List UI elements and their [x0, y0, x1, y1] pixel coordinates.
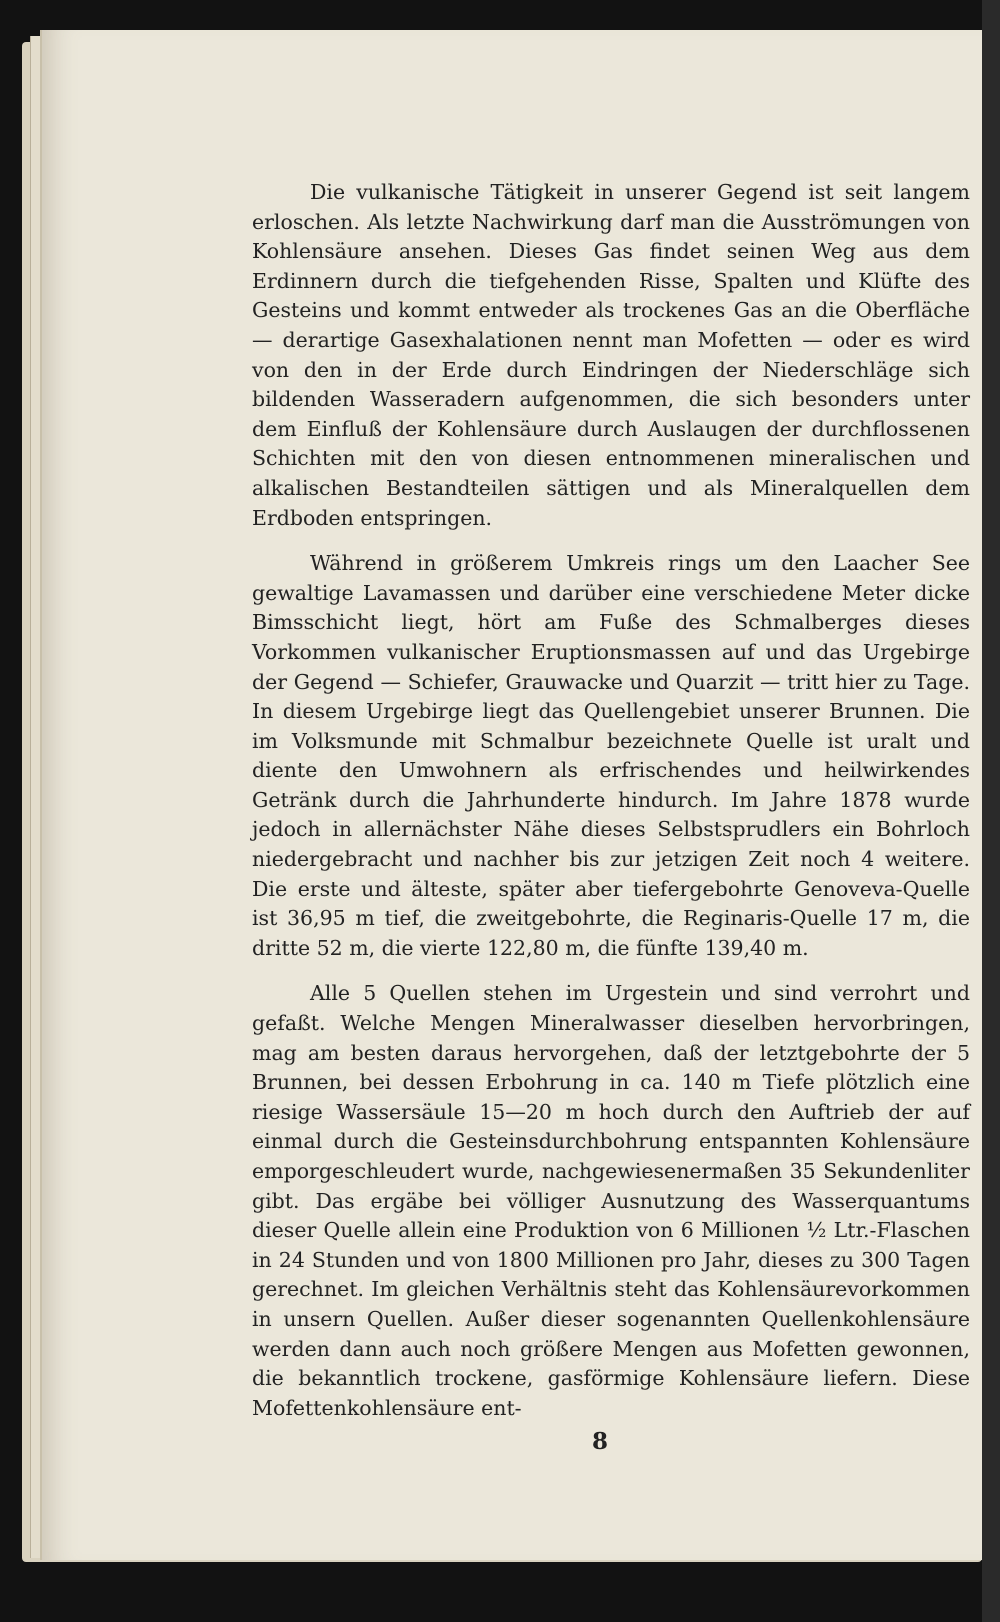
paragraph: Die vulkanische Tätigkeit in unserer Gegend ist seit langem erloschen. Als letzte Nachwirkung darf man die Ausströmungen von Kohlensäure ansehen. Dieses Gas findet seinen Weg aus dem Erdinnern durch die tiefgehenden Risse, Spalten und Klüfte des Gesteins und kommt entweder als trockenes Gas an die Oberfläche — derartige Gasexhalationen nennt man Mofetten — oder es wird von den in der Erde durch Eindringen der Niederschläge sich bildenden Wasseradern aufgenommen, die sich besonders unter dem Einfluß der Kohlensäure durch Auslaugen der durchflossenen Schichten mit den von diesen entnommenen mineralischen und alkalischen Bestandteilen sättigen und als Mineralquellen dem Erdboden entspringen. [252, 180, 970, 530]
body-text [252, 178, 970, 1423]
paragraph: Während in größerem Umkreis rings um den Laacher See gewaltige Lavamassen und darüber eine verschiedene Meter dicke Bimsschicht liegt, hört am Fuße des Schmalberges dieses Vorkommen vulkanischer Eruptionsmassen auf und das Urgebirge der Gegend — Schiefer, Grauwacke und Quarzit — tritt hier zu Tage. In diesem Urgebirge liegt das Quellengebiet unserer Brunnen. Die im Volksmunde mit Schmalbur bezeichnete Quelle ist uralt und diente den Umwohnern als erfrischendes und heilwirkendes Getränk durch die Jahrhunderte hindurch. Im Jahre 1878 wurde jedoch in allernächster Nähe dieses Selbstsprudlers ein Bohrloch niedergebracht und nachher bis zur jetzigen Zeit noch 4 weitere. Die erste und älteste, später aber tiefergebohrte Genoveva-Quelle ist 36,95 m tief, die zweitgebohrte, die Reginaris-Quelle 17 m, die dritte 52 m, die vierte 122,80 m, die fünfte 139,40 m. [252, 551, 970, 960]
paragraph: Alle 5 Quellen stehen im Urgestein und sind verrohrt und gefaßt. Welche Mengen Mineralwasser dieselben hervorbringen, mag am besten daraus hervorgehen, daß der letztgebohrte der 5 Brunnen, bei dessen Erbohrung in ca. 140 m Tiefe plötzlich eine riesige Wassersäule 15—20 m hoch durch den Auftrieb der auf einmal durch die Gesteinsdurchbohrung entspannten Kohlensäure emporgeschleudert wurde, nachgewiesenermaßen 35 Sekundenliter gibt. Das ergäbe bei völliger Ausnutzung des Wasserquantums dieser Quelle allein eine Produktion von 6 Millionen ½ Ltr.-Flaschen in 24 Stunden und von 1800 Millionen pro Jahr, dieses zu 300 Tagen gerechnet. Im gleichen Verhältnis steht das Kohlensäurevorkommen in unsern Quellen. Außer dieser sogenannten Quellenkohlensäure werden dann auch noch größere Mengen aus Mofetten gewonnen, die bekanntlich trockene, gasförmige Kohlensäure liefern. Diese Mofettenkohlensäure ent- [252, 981, 970, 1420]
binding-shadow [982, 0, 1000, 1622]
page-number: 8 [591, 1428, 608, 1455]
